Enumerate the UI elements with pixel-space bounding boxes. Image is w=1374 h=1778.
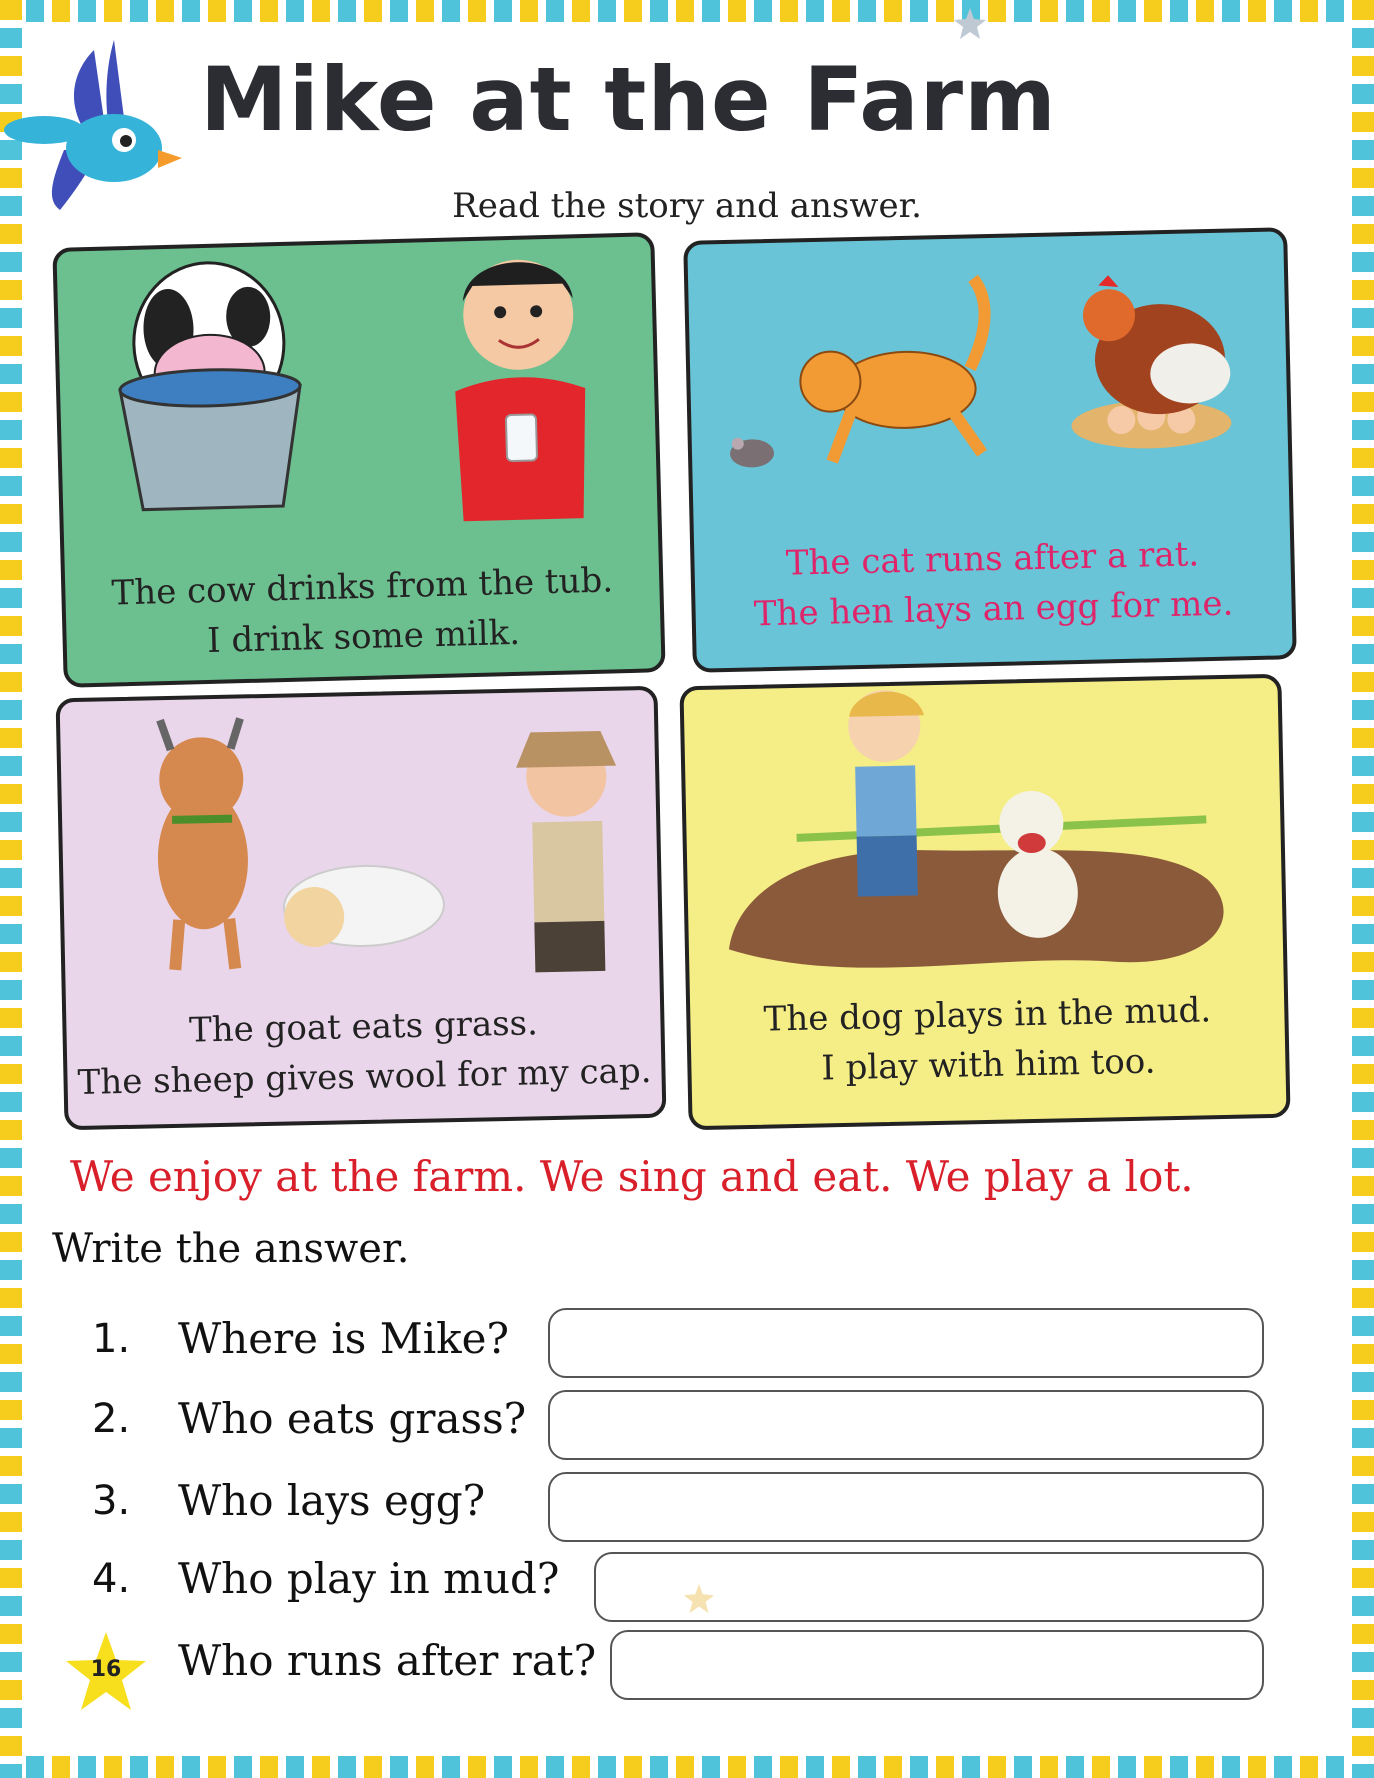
caption-line: The goat eats grass. <box>188 1003 539 1051</box>
page-border-left <box>0 0 22 1778</box>
caption-line: The cow drinks from the tub. <box>111 560 614 614</box>
answer-field-5[interactable] <box>610 1630 1264 1700</box>
caption-line: The cat runs after a rat. <box>785 534 1200 584</box>
panel-caption <box>690 984 1286 1096</box>
caption-line: The dog plays in the mud. <box>763 990 1212 1040</box>
question-text: Where is Mike? <box>178 1314 509 1363</box>
question-text: Who eats grass? <box>178 1394 527 1443</box>
question-number: 1. <box>92 1316 131 1362</box>
caption-line: I play with him too. <box>820 1041 1156 1089</box>
question-text: Who lays egg? <box>178 1476 486 1525</box>
question-text: Who play in mud? <box>178 1554 560 1603</box>
caption-line: The sheep gives wool for my cap. <box>77 1050 652 1103</box>
star-decoration-icon <box>952 6 988 42</box>
question-number: 4. <box>92 1556 131 1602</box>
star-decoration-icon <box>682 1582 716 1616</box>
page-title: Mike at the Farm <box>200 48 1057 151</box>
answer-field-1[interactable] <box>548 1308 1264 1378</box>
panel-caption <box>66 996 662 1108</box>
story-panel-cat <box>683 227 1297 673</box>
story-panel-goat <box>56 686 667 1131</box>
page-border-right <box>1352 0 1374 1778</box>
panel-caption <box>65 554 661 670</box>
answer-field-3[interactable] <box>548 1472 1264 1542</box>
story-summary: We enjoy at the farm. We sing and eat. We play a lot. <box>70 1152 1194 1201</box>
story-panel-dog <box>679 674 1290 1131</box>
story-panel-cow <box>52 232 665 688</box>
question-number: 2. <box>92 1396 131 1442</box>
caption-line: The hen lays an egg for me. <box>753 583 1234 635</box>
cow-and-boy-illustration <box>56 236 658 551</box>
page-number: 16 <box>90 1657 122 1682</box>
page-subtitle: Read the story and answer. <box>452 186 922 226</box>
question-number: 3. <box>92 1478 131 1524</box>
goat-sheep-farmer-illustration <box>60 690 660 1002</box>
boy-and-dog-in-mud-illustration <box>683 678 1283 990</box>
question-text: Who runs after rat? <box>178 1636 597 1685</box>
cat-and-hen-illustration <box>687 231 1290 544</box>
caption-line: I drink some milk. <box>206 612 521 662</box>
answer-field-2[interactable] <box>548 1390 1264 1460</box>
instruction-heading: Write the answer. <box>52 1226 410 1272</box>
panel-caption <box>694 527 1292 640</box>
